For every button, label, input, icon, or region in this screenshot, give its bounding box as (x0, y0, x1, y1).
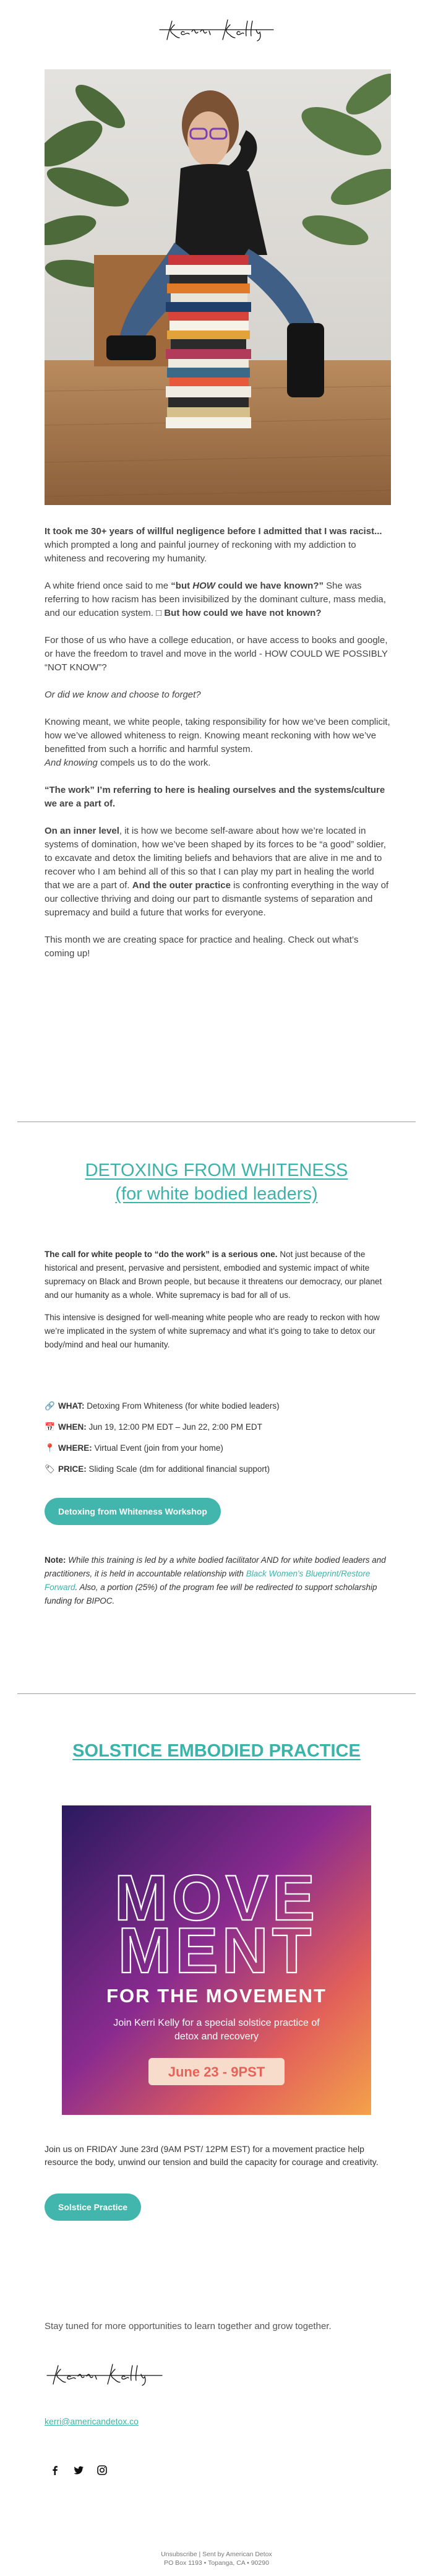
detox-note: Note: While this training is led by a white bodied facilitator AND for white bodied leaders and practitioners, it is held in accountable relationship with Black Women's Blueprint/Restore Forward. Also, a portion (25%) of the program fee will be redirected to support scholarship funding for BIPOC. (45, 1555, 386, 1606)
intro-paragraph: Or did we know and choose to forget? (45, 689, 201, 700)
calendar-icon: 📅 (45, 1422, 55, 1432)
solstice-poster (62, 1805, 371, 2115)
instagram-icon[interactable] (96, 2465, 108, 2476)
intro-paragraph: A white friend once said to me “but HOW could we have known?” She was referring to how racism has been invisibilized by the dominant culture, mass media, and our education system. □ But how could we have not known? (45, 581, 386, 618)
twitter-icon[interactable] (73, 2465, 84, 2476)
hero-photo (45, 69, 391, 505)
solstice-description: Join us on FRIDAY June 23rd (9AM PST/ 12PM EST) for a movement practice help resource the body, unwind our tension and build the capacity for courage and creativity. (45, 2144, 379, 2167)
intro-text (45, 525, 391, 974)
footer: Unsubscribe | Sent by American Detox PO Box 1193 • Topanga, CA • 90290 (0, 2550, 433, 2567)
divider (17, 1693, 416, 1694)
pin-icon: 📍 (45, 1443, 55, 1453)
facebook-icon[interactable] (49, 2465, 61, 2476)
intro-paragraph: For those of us who have a college education, or have access to books and google, or have the freedom to travel and move in the world - HOW COULD WE POSSIBLY “NOT KNOW”? (45, 635, 388, 673)
poster-date: June 23 - 9PST (168, 2064, 265, 2080)
event-where: 📍 WHERE: Virtual Event (join from your home) (45, 1442, 391, 1454)
tag-icon: 🏷 (45, 1464, 56, 1474)
poster-subtitle: FOR THE MOVEMENT (106, 1985, 327, 2007)
bwb-link[interactable]: Black Women's Blueprint/Restore Forward (45, 1569, 371, 1592)
solstice-title[interactable]: SOLSTICE EMBODIED PRACTICE (72, 1741, 361, 1761)
event-price: 🏷 PRICE: Sliding Scale (dm for additional financial support) (45, 1463, 391, 1476)
intro-bold: It took me 30+ years of willful negligence before I admitted that I was racist... (45, 526, 382, 537)
event-what: 🔗 WHAT: Detoxing From Whiteness (for white bodied leaders) (45, 1400, 391, 1412)
footer-address: PO Box 1193 • Topanga, CA • 90290 (164, 2559, 269, 2567)
solstice-practice-button[interactable]: Solstice Practice (45, 2193, 141, 2221)
poster-line-2: detox and recovery (174, 2031, 259, 2042)
intro-paragraph: On an inner level, it is how we become self-aware about how we’re located in systems of domination, how we’ve been shaped by its forces to be “a good” soldier, to excavate and detox the limiting beliefs and behaviors that are alive in me and to recover who I am behind all of this so that I can play my part in healing the world that we are a part of. And the outer practice is confronting everything in the way of our collective thriving and doing our part to dismantle systems of separation and supremacy and build a future that works for everyone. (45, 826, 389, 918)
event-when: 📅 WHEN: Jun 19, 12:00 PM EDT – Jun 22, 2:00 PM EDT (45, 1421, 391, 1433)
closing-text: Stay tuned for more opportunities to learn together and grow together. (45, 2321, 332, 2332)
social-links (49, 2465, 108, 2476)
contact-email-link[interactable]: kerri@americandetox.co (45, 2416, 139, 2426)
poster-line-1: Join Kerri Kelly for a special solstice practice of (113, 2018, 320, 2028)
intro-paragraph: “The work” I’m referring to here is healing ourselves and the systems/culture we are a part of. (45, 785, 385, 809)
intro-paragraph: This month we are creating space for practice and healing. Check out what’s coming up! (45, 935, 359, 959)
detox-workshop-button[interactable]: Detoxing from Whiteness Workshop (45, 1498, 221, 1525)
chain-link-icon: 🔗 (45, 1401, 55, 1411)
intro-paragraph: Knowing meant, we white people, taking responsibility for how we’ve been complicit, how we’ve allowed whiteness to reign. Knowing meant reckoning with how we’ve benefitted from such a horrific and harmful system. And knowing compels us to do the work. (45, 717, 390, 768)
closing-signature (45, 2362, 168, 2387)
section-title[interactable]: DETOXING FROM WHITENESS (for white bodied leaders) (85, 1160, 348, 1204)
intro-paragraph: It took me 30+ years of willful negligence before I admitted that I was racist... which prompted a long and painful journey of reckoning with my addiction to whiteness and recovering my humanity. (45, 526, 382, 564)
poster-word-2: MENT (118, 1915, 315, 1987)
signature-logo (0, 17, 433, 42)
unsubscribe-link[interactable]: Unsubscribe (161, 2551, 197, 2558)
detox-description: The call for white people to “do the work” is a serious one. Not just because of the historical and present, pervasive and persistent, embodied and systemic impact of white supremacy on Black and Brown people, but because it threatens our democracy, our planet and our humanity as a whole. White supremacy is bad for all of us. This intensive is designed for well-meaning white people who are ready to reckon with how we’re implicated in the system of white supremacy and what it’s going to take to detox our body/mind and heal our humanity. (45, 1250, 382, 1349)
poster-word-1: MOVE (114, 1862, 319, 1934)
missing-glyph: □ (156, 608, 162, 618)
